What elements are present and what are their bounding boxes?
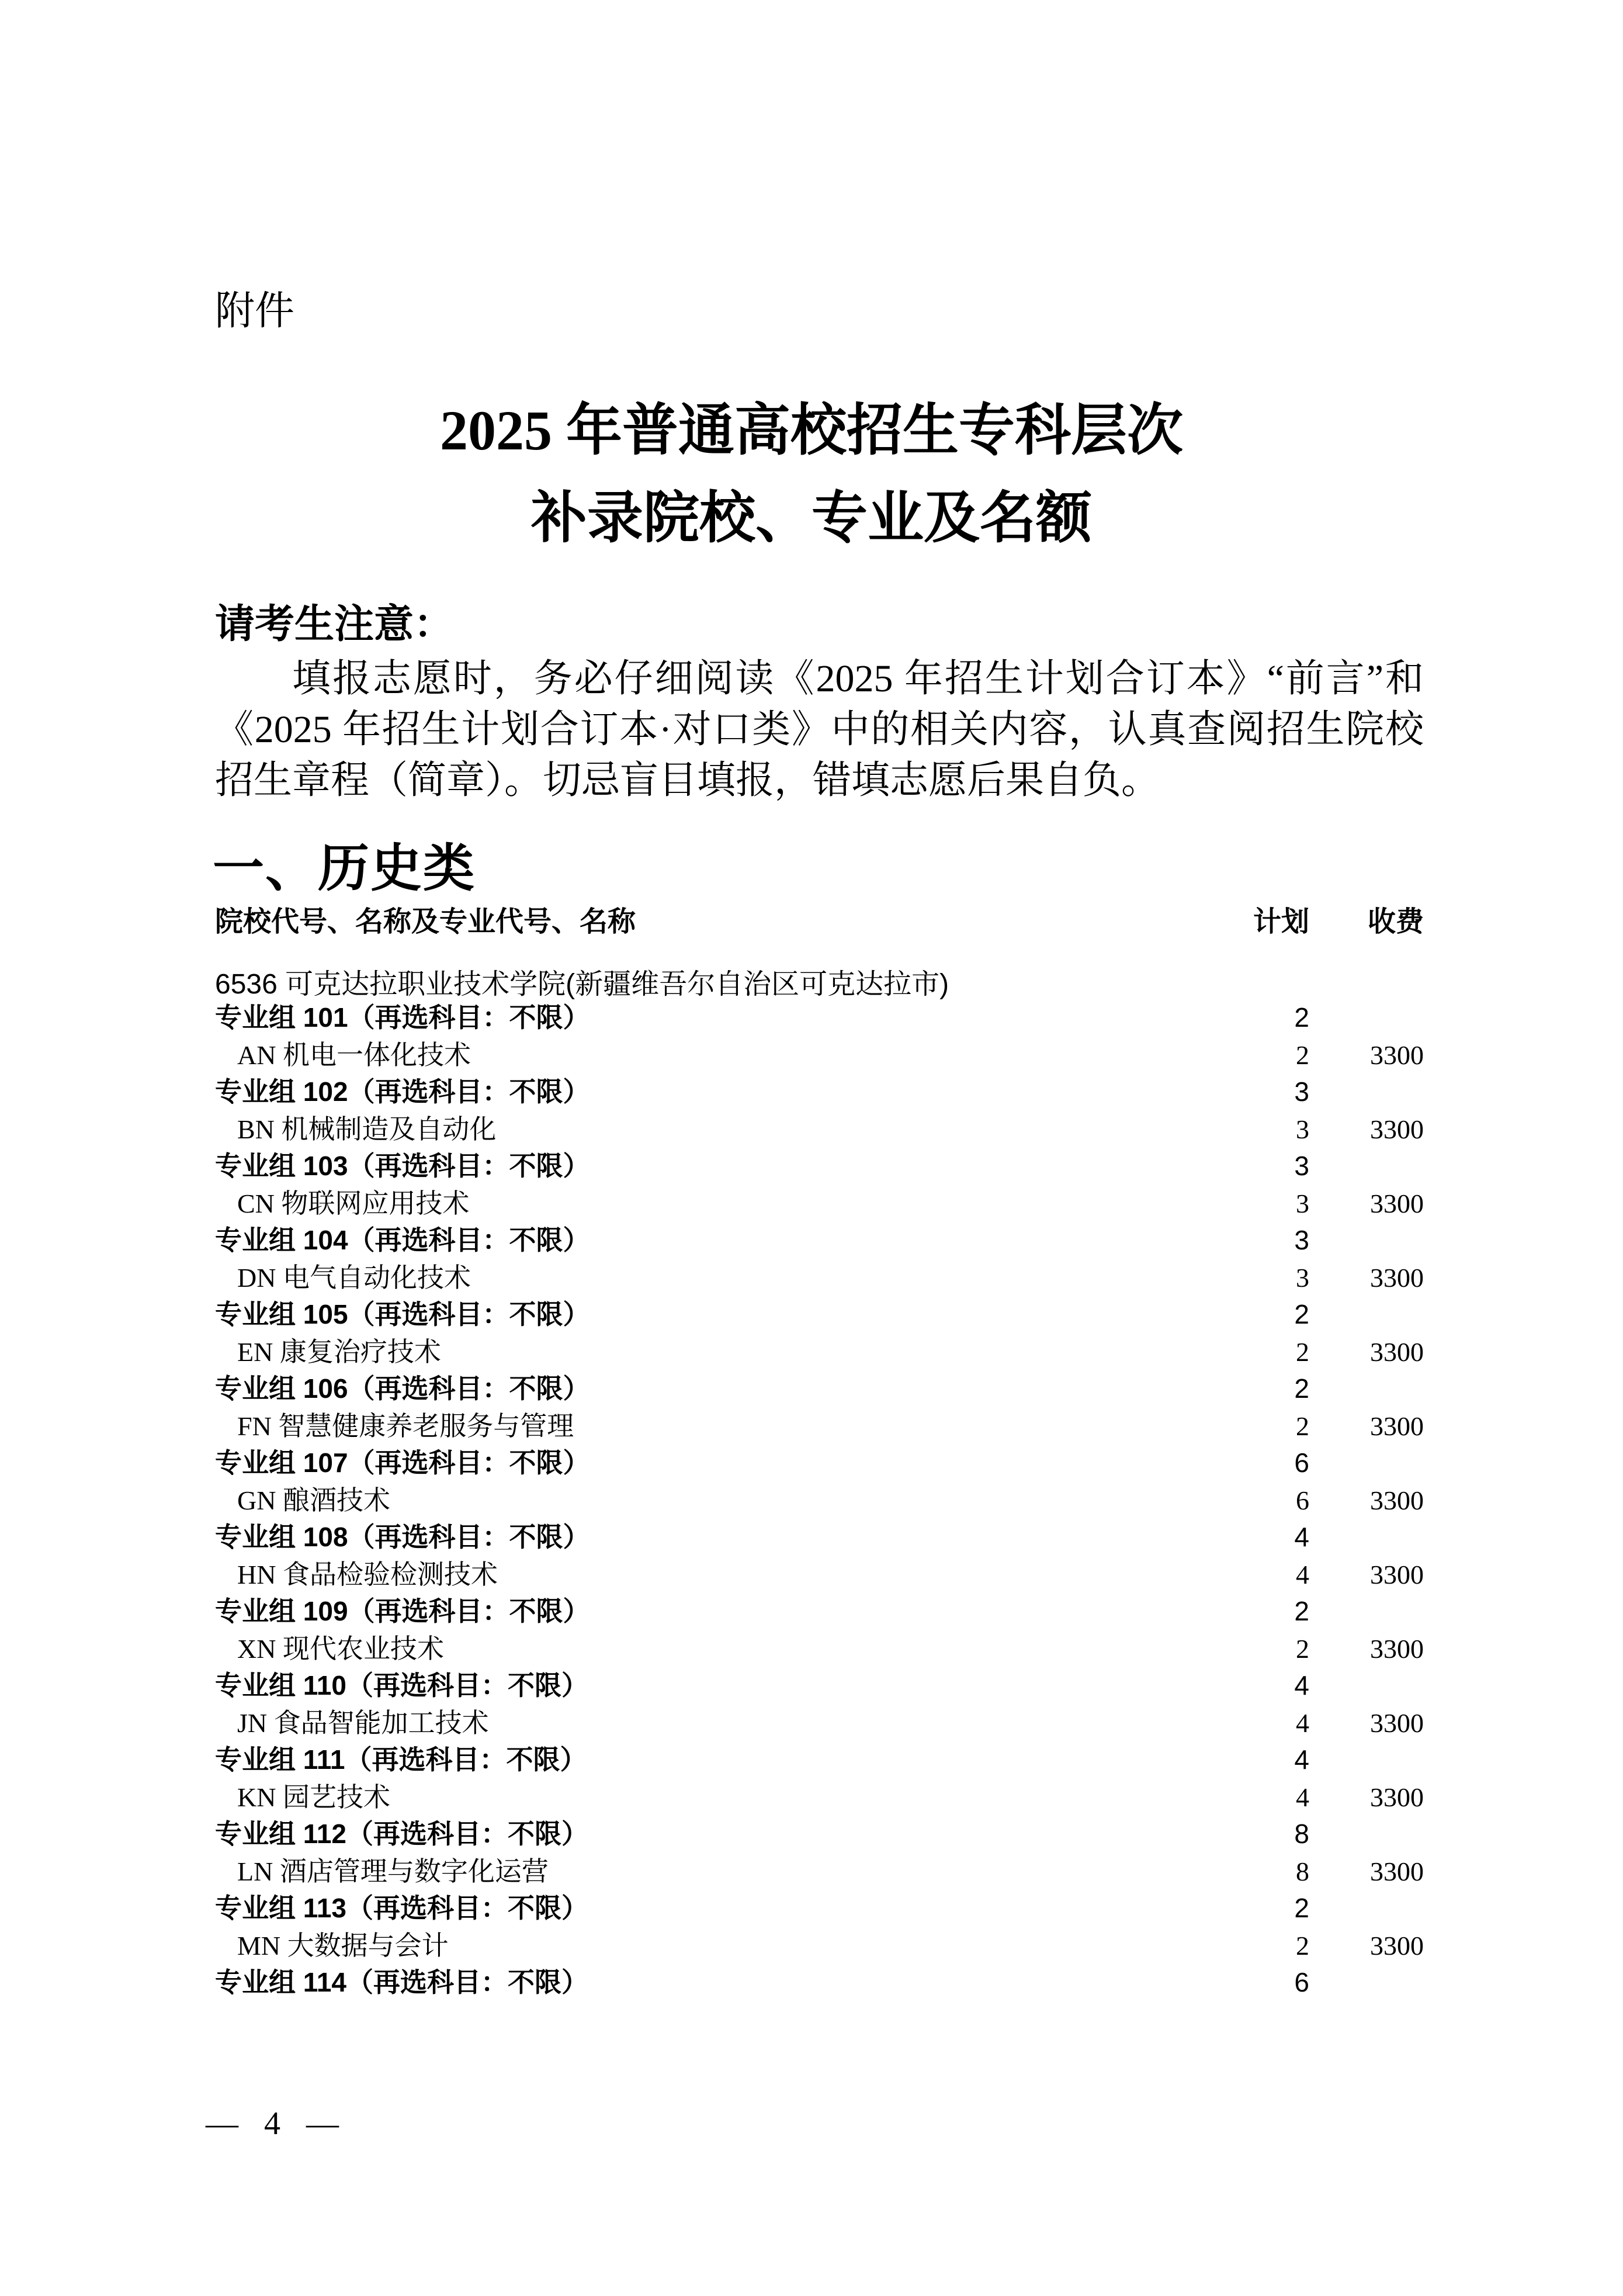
table-row — [215, 1813, 1424, 1850]
row-name: LN 酒店管理与数字化运营 — [237, 1856, 549, 1886]
table-row — [215, 1553, 1424, 1591]
row-name: AN 机电一体化技术 — [237, 1040, 471, 1070]
notice-heading: 请考生注意： — [215, 602, 454, 646]
row-name: CN 物联网应用技术 — [237, 1188, 470, 1218]
table-row — [215, 1702, 1424, 1739]
row-fee: 3300 — [1370, 1856, 1424, 1886]
row-fee: 3300 — [1370, 1559, 1424, 1589]
row-name: HN 食品检验检测技术 — [237, 1559, 498, 1589]
row-fee: 3300 — [1370, 1040, 1424, 1070]
column-header-name: 院校代号、名称及专业代号、名称 — [215, 906, 636, 937]
row-name: 专业组 101（再选科目：不限） — [215, 1002, 590, 1033]
table-row — [215, 1108, 1424, 1145]
row-name: 专业组 108（再选科目：不限） — [215, 1522, 590, 1552]
table-row — [215, 1850, 1424, 1888]
table-row — [215, 1590, 1424, 1627]
row-fee: 3300 — [1370, 1411, 1424, 1441]
table-row — [215, 1405, 1424, 1442]
row-name: FN 智慧健康养老服务与管理 — [237, 1411, 574, 1441]
row-plan: 8 — [1296, 1856, 1309, 1886]
row-plan: 2 — [1294, 1373, 1309, 1404]
notice-line: 招生章程（简章）。切忌盲目填报，错填志愿后果自负。 — [215, 759, 1160, 802]
row-plan: 4 — [1296, 1782, 1309, 1812]
table-row — [215, 1776, 1424, 1813]
row-plan: 6 — [1294, 1967, 1309, 1997]
row-plan: 6 — [1294, 1447, 1309, 1478]
table-row — [215, 1739, 1424, 1776]
table-row — [215, 1071, 1424, 1108]
notice-line: 填报志愿时，务必仔细阅读《2025 年招生计划合订本》“前言”和 — [292, 657, 1424, 700]
row-name: XN 现代农业技术 — [237, 1633, 444, 1664]
table-row — [215, 1924, 1424, 1962]
table-row — [215, 1034, 1424, 1071]
admissions-table — [215, 899, 1424, 1999]
row-name: MN 大数据与会计 — [237, 1930, 449, 1961]
table-header-row — [215, 899, 1424, 937]
row-name: BN 机械制造及自动化 — [237, 1114, 497, 1144]
table-row — [215, 1664, 1424, 1702]
attachment-label: 附件 — [215, 289, 295, 333]
table-row — [215, 1442, 1424, 1479]
row-name: 专业组 114（再选科目：不限） — [215, 1967, 588, 1997]
table-row — [215, 1627, 1424, 1665]
row-name: DN 电气自动化技术 — [237, 1262, 471, 1293]
column-header-fee: 收费 — [1367, 906, 1424, 937]
row-plan: 4 — [1294, 1522, 1309, 1552]
row-plan: 6 — [1296, 1485, 1309, 1515]
row-plan: 3 — [1294, 1225, 1309, 1255]
row-fee: 3300 — [1370, 1188, 1424, 1218]
notice-line: 《2025 年招生计划合订本·对口类》中的相关内容，认真查阅招生院校 — [215, 708, 1424, 751]
row-plan: 2 — [1296, 1040, 1309, 1070]
row-fee: 3300 — [1370, 1262, 1424, 1293]
document-title-line-2: 补录院校、专业及名额 — [531, 487, 1092, 549]
table-row — [215, 1256, 1424, 1294]
row-plan: 2 — [1294, 1893, 1309, 1923]
school-name: 6536 可克达拉职业技术学院(新疆维吾尔自治区可克达拉市) — [215, 969, 949, 1000]
row-fee: 3300 — [1370, 1930, 1424, 1961]
table-rows — [215, 996, 1424, 1999]
row-plan: 3 — [1294, 1151, 1309, 1181]
row-plan: 8 — [1294, 1819, 1309, 1849]
row-fee: 3300 — [1370, 1782, 1424, 1812]
row-name: 专业组 110（再选科目：不限） — [215, 1670, 588, 1701]
row-plan: 4 — [1296, 1708, 1309, 1738]
row-plan: 3 — [1294, 1076, 1309, 1107]
row-name: EN 康复治疗技术 — [237, 1336, 441, 1367]
row-name: 专业组 107（再选科目：不限） — [215, 1447, 590, 1478]
table-row — [215, 1145, 1424, 1182]
row-name: 专业组 102（再选科目：不限） — [215, 1076, 590, 1107]
column-header-plan: 计划 — [1253, 906, 1309, 937]
row-plan: 2 — [1296, 1336, 1309, 1367]
row-plan: 4 — [1294, 1670, 1309, 1701]
row-plan: 2 — [1296, 1930, 1309, 1961]
row-fee: 3300 — [1370, 1485, 1424, 1515]
row-fee: 3300 — [1370, 1336, 1424, 1367]
row-plan: 3 — [1296, 1188, 1309, 1218]
table-row — [215, 1331, 1424, 1368]
table-row — [215, 1367, 1424, 1405]
row-plan: 3 — [1296, 1262, 1309, 1293]
row-plan: 2 — [1294, 1299, 1309, 1329]
row-fee: 3300 — [1370, 1708, 1424, 1738]
section-heading-history: 一、历史类 — [213, 839, 476, 897]
row-name: GN 酿酒技术 — [237, 1485, 390, 1515]
row-plan: 2 — [1294, 1596, 1309, 1626]
table-row — [215, 1219, 1424, 1256]
row-name: 专业组 106（再选科目：不限） — [215, 1373, 590, 1404]
page-number: — 4 — — [206, 2105, 339, 2142]
row-fee: 3300 — [1370, 1114, 1424, 1144]
table-row — [215, 1479, 1424, 1516]
table-row — [215, 1961, 1424, 1999]
document-title — [199, 387, 1424, 562]
table-row — [215, 1887, 1424, 1924]
row-name: 专业组 104（再选科目：不限） — [215, 1225, 590, 1255]
notice-paragraph — [215, 653, 1424, 806]
row-name: 专业组 105（再选科目：不限） — [215, 1299, 590, 1329]
row-name: 专业组 111（再选科目：不限） — [215, 1744, 587, 1775]
document-title-line-1: 2025 年普通高校招生专科层次 — [440, 399, 1183, 462]
table-row — [215, 996, 1424, 1034]
row-plan: 2 — [1296, 1633, 1309, 1664]
table-row — [215, 1516, 1424, 1553]
school-row — [215, 961, 1424, 1000]
row-name: 专业组 113（再选科目：不限） — [215, 1893, 588, 1923]
row-plan: 3 — [1296, 1114, 1309, 1144]
row-name: 专业组 103（再选科目：不限） — [215, 1151, 590, 1181]
row-name: 专业组 112（再选科目：不限） — [215, 1819, 588, 1849]
row-plan: 2 — [1296, 1411, 1309, 1441]
row-plan: 2 — [1294, 1002, 1309, 1033]
row-name: 专业组 109（再选科目：不限） — [215, 1596, 590, 1626]
row-name: JN 食品智能加工技术 — [237, 1708, 489, 1738]
row-fee: 3300 — [1370, 1633, 1424, 1664]
row-name: KN 园艺技术 — [237, 1782, 390, 1812]
row-plan: 4 — [1296, 1559, 1309, 1589]
row-plan: 4 — [1294, 1744, 1309, 1775]
table-row — [215, 1182, 1424, 1220]
table-row — [215, 1293, 1424, 1331]
